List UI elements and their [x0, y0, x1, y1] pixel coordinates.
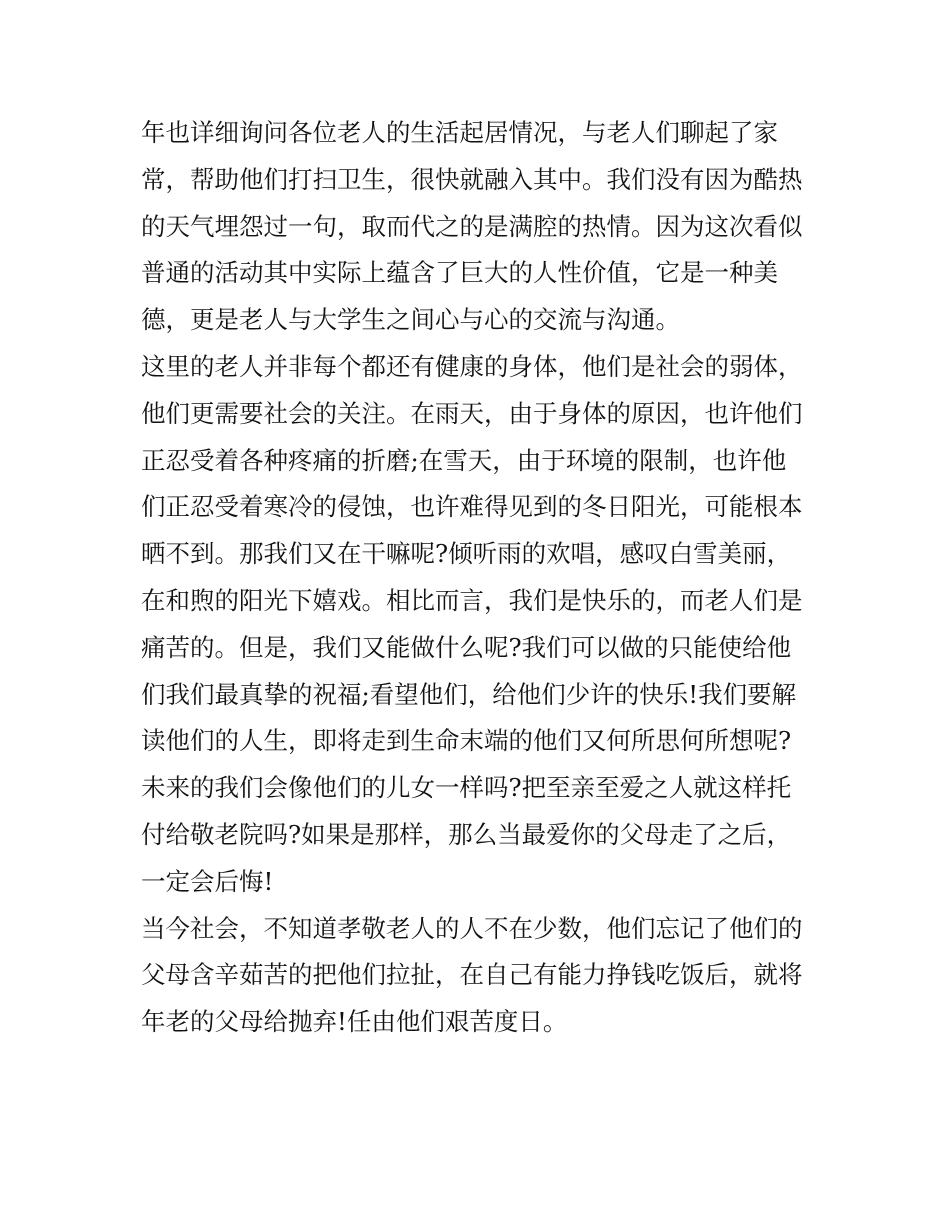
text-line: 当今社会，不知道孝敬老人的人不在少数，他们忘记了他们的	[141, 913, 803, 943]
text-line: 普通的活动其中实际上蕴含了巨大的人性价值，它是一种美	[141, 258, 778, 288]
text-line: 年也详细询问各位老人的生活起居情况，与老人们聊起了家	[141, 118, 778, 147]
text-line: 年老的父母给抛弃!任由他们艰苦度日。	[141, 1007, 568, 1037]
text-line: 正忍受着各种疼痛的折磨;在雪天，由于环境的限制，也许他	[141, 445, 787, 475]
text-line: 一定会后悔!	[141, 866, 274, 896]
text-line: 未来的我们会像他们的儿女一样吗?把至亲至爱之人就这样托	[141, 773, 792, 803]
text-line: 的天气埋怨过一句，取而代之的是满腔的热情。因为这次看似	[141, 211, 803, 241]
text-line: 常，帮助他们打扫卫生，很快就融入其中。我们没有因为酷热	[141, 164, 803, 194]
text-line: 们正忍受着寒冷的侵蚀，也许难得见到的冬日阳光，可能根本	[141, 492, 803, 522]
text-line: 他们更需要社会的关注。在雨天，由于身体的原因，也许他们	[141, 398, 803, 428]
text-line: 读他们的人生，即将走到生命末端的他们又何所思何所想呢?	[141, 726, 792, 756]
text-line: 晒不到。那我们又在干嘛呢?倾听雨的欢唱，感叹白雪美丽，	[141, 539, 792, 569]
text-line: 在和煦的阳光下嬉戏。相比而言，我们是快乐的，而老人们是	[141, 585, 803, 615]
text-line: 德，更是老人与大学生之间心与心的交流与沟通。	[141, 305, 680, 335]
text-line: 这里的老人并非每个都还有健康的身体，他们是社会的弱体，	[141, 351, 803, 381]
text-line: 父母含辛茹苦的把他们拉扯，在自己有能力挣钱吃饭后，就将	[141, 960, 803, 990]
body-text	[141, 110, 813, 1046]
text-line: 们我们最真挚的祝福;看望他们，给他们少许的快乐!我们要解	[141, 679, 797, 709]
text-line: 付给敬老院吗?如果是那样，那么当最爱你的父母走了之后，	[141, 819, 792, 849]
text-line: 痛苦的。但是，我们又能做什么呢?我们可以做的只能使给他	[141, 632, 792, 662]
